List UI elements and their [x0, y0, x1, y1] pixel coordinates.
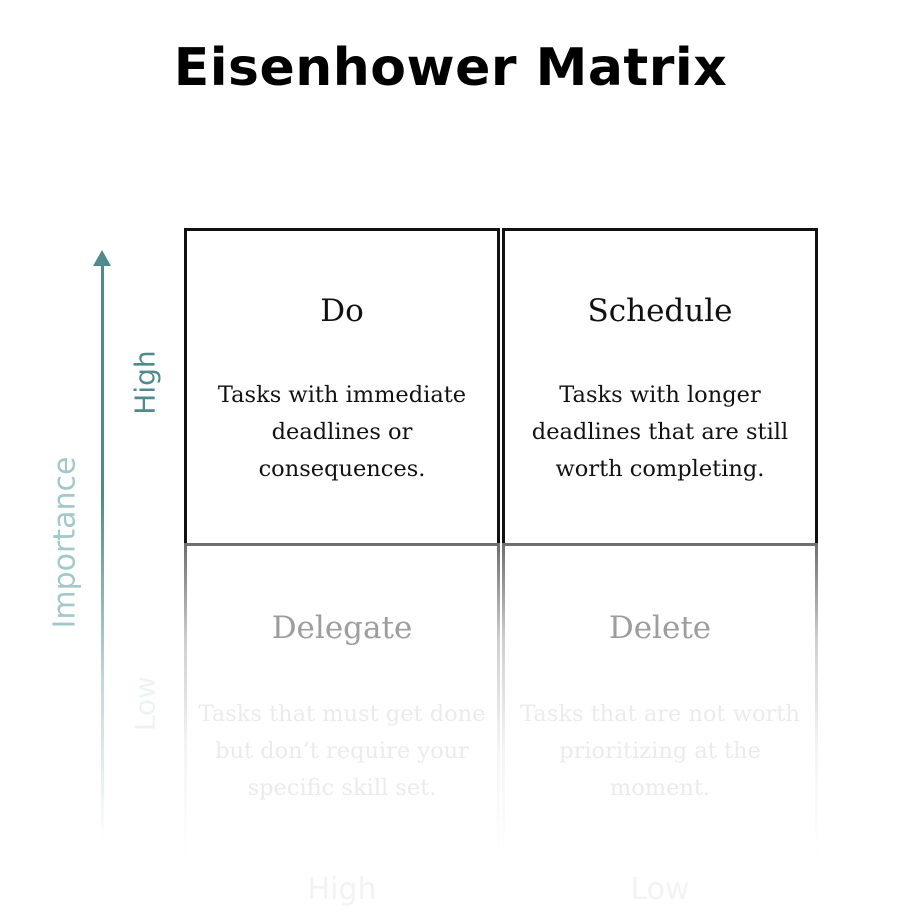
- y-axis-line: [101, 262, 104, 840]
- page-title: Eisenhower Matrix: [173, 38, 728, 98]
- quadrant-do: [184, 228, 500, 546]
- quadrant-title: Schedule: [587, 293, 733, 329]
- x-axis-high-label: High: [307, 872, 377, 907]
- quadrant-description: Tasks that are not worth prioritizing at the moment.: [520, 701, 800, 801]
- y-axis-high-label: High: [128, 350, 162, 415]
- quadrant-title: Do: [320, 293, 364, 329]
- quadrant-title: Delegate: [271, 610, 413, 646]
- quadrant-description: Tasks with immediate deadlines or consequences.: [217, 382, 467, 482]
- quadrant-title: Delete: [608, 610, 712, 646]
- x-axis-low-label: Low: [630, 872, 690, 907]
- quadrant-schedule: [502, 228, 818, 546]
- quadrant-description: Tasks that must get done but don’t require your specific skill set.: [198, 701, 486, 801]
- quadrant-delegate: [184, 543, 500, 863]
- y-axis-low-label: Low: [128, 675, 162, 732]
- quadrant-description: Tasks with longer deadlines that are still worth completing.: [531, 382, 789, 482]
- quadrant-delete: [502, 543, 818, 863]
- y-axis-title: Importance: [47, 456, 83, 629]
- arrow-up-icon: [93, 250, 111, 266]
